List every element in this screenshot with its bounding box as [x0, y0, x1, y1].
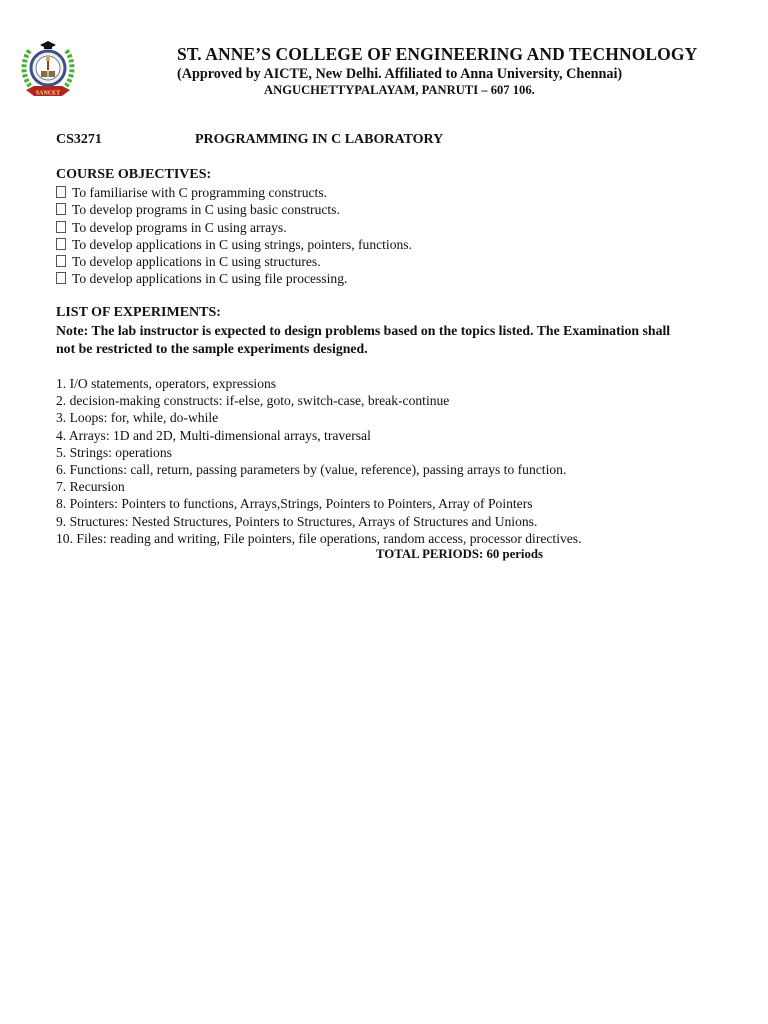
experiments-note: Note: The lab instructor is expected to design problems based on the topics listed. The Examination shall not be restricted to the sample experiments designed.	[56, 323, 671, 356]
objectives-heading: COURSE OBJECTIVES:	[56, 167, 212, 182]
checkbox-bullet-icon	[56, 203, 66, 215]
experiment-item: 9. Structures: Nested Structures, Pointers to Structures, Arrays of Structures and Unions.	[56, 513, 538, 529]
college-emblem-icon	[20, 38, 76, 104]
experiment-item: 1. I/O statements, operators, expressions	[56, 376, 277, 391]
svg-text:SANCET: SANCET	[35, 90, 61, 97]
experiment-item: 3. Loops: for, while, do-while	[56, 410, 219, 426]
checkbox-bullet-icon	[56, 272, 66, 284]
checkbox-bullet-icon	[56, 255, 66, 267]
course-name: PROGRAMMING IN C LABORATORY	[195, 132, 444, 147]
experiment-item: 6. Functions: call, return, passing parameters by (value, reference), passing arrays to function.	[56, 462, 567, 478]
objectives-list	[56, 184, 412, 288]
total-periods: TOTAL PERIODS: 60 periods	[376, 547, 543, 561]
experiment-item: 7. Recursion	[56, 479, 125, 495]
experiment-item: 10. Files: reading and writing, File pointers, file operations, random access, processor directives.	[56, 530, 582, 546]
college-name: ST. ANNE’S COLLEGE OF ENGINEERING AND TECHNOLOGY	[177, 44, 698, 64]
checkbox-bullet-icon	[56, 221, 66, 233]
objective-item: To develop applications in C using structures.	[56, 253, 412, 270]
college-address: ANGUCHETTYPALAYAM, PANRUTI – 607 106.	[264, 83, 535, 97]
experiment-item: 5. Strings: operations	[56, 444, 172, 460]
objective-item: To develop applications in C using strings, pointers, functions.	[56, 236, 412, 253]
college-affiliation: (Approved by AICTE, New Delhi. Affiliated to Anna University, Chennai)	[177, 66, 623, 82]
experiment-item: 2. decision-making constructs: if-else, goto, switch-case, break-continue	[56, 393, 450, 409]
objective-item: To develop applications in C using file processing.	[56, 270, 412, 287]
objective-item: To familiarise with C programming constructs.	[56, 184, 412, 201]
objective-item: To develop programs in C using arrays.	[56, 219, 412, 236]
experiments-list	[56, 375, 582, 547]
college-logo	[20, 38, 76, 104]
objective-item: To develop programs in C using basic constructs.	[56, 201, 412, 218]
experiment-item: 8. Pointers: Pointers to functions, Arrays,Strings, Pointers to Pointers, Array of Pointers	[56, 496, 533, 512]
course-code: CS3271	[56, 132, 102, 147]
experiments-heading: LIST OF EXPERIMENTS:	[56, 305, 221, 320]
checkbox-bullet-icon	[56, 238, 66, 250]
experiment-item: 4. Arrays: 1D and 2D, Multi-dimensional arrays, traversal	[56, 427, 371, 443]
checkbox-bullet-icon	[56, 186, 66, 198]
